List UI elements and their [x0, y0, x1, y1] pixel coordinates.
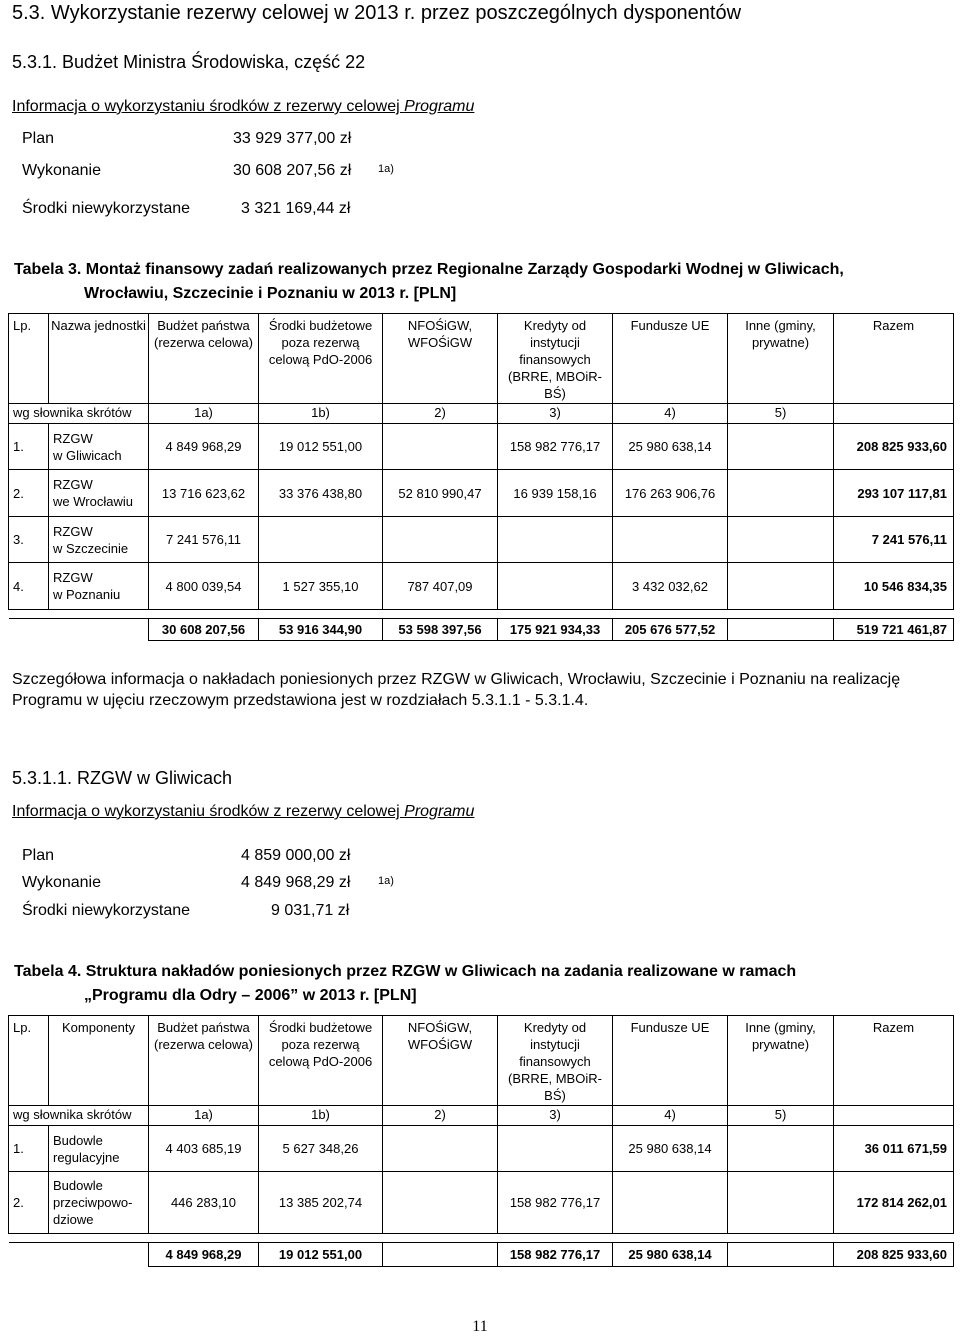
table4 — [8, 1015, 954, 1267]
row-cell: 4 849 968,29 — [149, 424, 259, 470]
total-cell: 158 982 776,17 — [498, 1243, 613, 1267]
table-spacer — [9, 1234, 954, 1243]
row-cell: 16 939 158,16 — [498, 470, 613, 517]
total-cell — [728, 1243, 834, 1267]
row-lp: 3. — [9, 517, 49, 563]
header-name: Nazwa jednostki — [49, 314, 149, 404]
dict-cell: 4) — [613, 404, 728, 424]
header-total: Razem — [834, 1016, 954, 1106]
dict-label: wg słownika skrótów — [9, 404, 149, 424]
row-cell: 158 982 776,17 — [498, 1172, 613, 1234]
row-total: 293 107 117,81 — [834, 470, 954, 517]
row-name: Budowle regulacyjne — [49, 1126, 149, 1172]
table-row — [9, 517, 954, 563]
row-cell: 25 980 638,14 — [613, 1126, 728, 1172]
header-lp: Lp. — [9, 314, 49, 404]
total-cell: 205 676 577,52 — [613, 619, 728, 641]
row-cell: 19 012 551,00 — [259, 424, 383, 470]
row-total: 208 825 933,60 — [834, 424, 954, 470]
table-spacer — [9, 610, 954, 619]
plan-value: 33 929 377,00 zł — [233, 130, 352, 147]
total-cell — [383, 1243, 498, 1267]
row-cell: 787 407,09 — [383, 563, 498, 610]
table4-caption: Tabela 4. Struktura nakładów poniesionych przez RZGW w Gliwicach na zadania realizowane w ramach „Programu dla Odry – 2006” w 2013 r. [PLN] — [14, 963, 797, 1004]
execution-label: Wykonanie — [22, 874, 102, 891]
table3-caption: Tabela 3. Montaż finansowy zadań realizowanych przez Regionalne Zarządy Gospodarki Wodnej w Gliwicach, Wrocławiu, Szczecinie i Poznaniu w 2013 r. [PLN] — [14, 261, 844, 302]
table4-total-row — [9, 1243, 954, 1267]
row-cell: 13 716 623,62 — [149, 470, 259, 517]
header-components: Komponenty — [49, 1016, 149, 1106]
info-line: Informacja o wykorzystaniu środków z rezerwy celowej Programu — [12, 803, 475, 820]
total-cell: 25 980 638,14 — [613, 1243, 728, 1267]
unused-label: Środki niewykorzystane — [22, 200, 191, 217]
dict-cell: 4) — [613, 1106, 728, 1126]
row-cell — [498, 1126, 613, 1172]
row-name: RZGW we Wrocławiu — [49, 470, 149, 517]
execution-value: 30 608 207,56 zł — [233, 162, 352, 179]
table3 — [8, 313, 954, 641]
row-cell: 52 810 990,47 — [383, 470, 498, 517]
execution-note: 1a) — [378, 875, 394, 887]
dict-label: wg słownika skrótów — [9, 1106, 149, 1126]
row-name: Budowle przeciwpowo-dziowe — [49, 1172, 149, 1234]
total-cell: 53 598 397,56 — [383, 619, 498, 641]
row-cell: 446 283,10 — [149, 1172, 259, 1234]
plan-label: Plan — [22, 847, 55, 864]
row-total: 7 241 576,11 — [834, 517, 954, 563]
table-row — [9, 424, 954, 470]
row-cell — [728, 470, 834, 517]
row-cell — [728, 517, 834, 563]
row-cell — [498, 563, 613, 610]
table4-dict-row — [9, 1106, 954, 1126]
dict-cell: 1b) — [259, 404, 383, 424]
row-cell — [728, 424, 834, 470]
row-cell — [728, 1172, 834, 1234]
row-name: RZGW w Szczecinie — [49, 517, 149, 563]
row-cell — [383, 1126, 498, 1172]
header-budget-other: Środki budżetowe poza rezerwą celową PdO-2006 — [259, 1016, 383, 1106]
row-total: 172 814 262,01 — [834, 1172, 954, 1234]
unused-label: Środki niewykorzystane — [22, 902, 191, 919]
dict-cell: 2) — [383, 1106, 498, 1126]
row-lp: 1. — [9, 424, 49, 470]
section-title: 5.3.1. Budżet Ministra Środowiska, część 22 — [12, 52, 366, 72]
row-cell — [728, 1126, 834, 1172]
row-cell: 4 403 685,19 — [149, 1126, 259, 1172]
plan-value: 4 859 000,00 zł — [241, 847, 351, 864]
row-lp: 1. — [9, 1126, 49, 1172]
row-cell — [498, 517, 613, 563]
row-cell: 4 800 039,54 — [149, 563, 259, 610]
header-budget-other: Środki budżetowe poza rezerwą celową PdO-2006 — [259, 314, 383, 404]
header-credits: Kredyty od instytucji finansowych (BRRE, MBOiR-BŚ) — [498, 314, 613, 404]
row-total: 10 546 834,35 — [834, 563, 954, 610]
page-number: 11 — [472, 1318, 488, 1335]
table-row — [9, 470, 954, 517]
row-cell — [613, 517, 728, 563]
execution-value: 4 849 968,29 zł — [241, 874, 351, 891]
row-cell: 158 982 776,17 — [498, 424, 613, 470]
row-cell — [613, 1172, 728, 1234]
total-cell: 30 608 207,56 — [149, 619, 259, 641]
header-eu-funds: Fundusze UE — [613, 1016, 728, 1106]
header-eu-funds: Fundusze UE — [613, 314, 728, 404]
row-cell: 13 385 202,74 — [259, 1172, 383, 1234]
total-cell: 175 921 934,33 — [498, 619, 613, 641]
info-line: Informacja o wykorzystaniu środków z rezerwy celowej Programu — [12, 98, 475, 115]
table4-header-row — [9, 1016, 954, 1106]
table3-total-row — [9, 619, 954, 641]
dict-cell: 1b) — [259, 1106, 383, 1126]
row-lp: 4. — [9, 563, 49, 610]
header-other: Inne (gminy, prywatne) — [728, 314, 834, 404]
table-row — [9, 563, 954, 610]
total-cell — [728, 619, 834, 641]
execution-label: Wykonanie — [22, 162, 102, 179]
row-cell: 3 432 032,62 — [613, 563, 728, 610]
row-cell — [383, 1172, 498, 1234]
unused-value: 9 031,71 zł — [271, 902, 350, 919]
table-row — [9, 1172, 954, 1234]
row-cell: 1 527 355,10 — [259, 563, 383, 610]
row-cell — [383, 424, 498, 470]
unused-value: 3 321 169,44 zł — [241, 200, 351, 217]
plan-label: Plan — [22, 130, 55, 147]
header-total: Razem — [834, 314, 954, 404]
row-name: RZGW w Poznaniu — [49, 563, 149, 610]
dict-cell: 1a) — [149, 1106, 259, 1126]
grand-total: 208 825 933,60 — [834, 1243, 954, 1267]
dict-cell: 2) — [383, 404, 498, 424]
description-paragraph: Szczegółowa informacja o nakładach poniesionych przez RZGW w Gliwicach, Wrocławiu, Szczecinie i Poznaniu na realizację Programu w ujęciu rzeczowym przedstawiona jest w rozdziałach 5.3.1.1 - 5.3.1.4. — [12, 671, 901, 709]
header-budget: Budżet państwa (rezerwa celowa) — [149, 1016, 259, 1106]
row-name: RZGW w Gliwicach — [49, 424, 149, 470]
row-total: 36 011 671,59 — [834, 1126, 954, 1172]
table-row — [9, 1126, 954, 1172]
row-cell — [728, 563, 834, 610]
dict-cell-empty — [834, 404, 954, 424]
header-budget: Budżet państwa (rezerwa celowa) — [149, 314, 259, 404]
chapter-heading: 5.3. Wykorzystanie rezerwy celowej w 2013 r. przez poszczególnych dysponentów — [12, 2, 742, 24]
row-lp: 2. — [9, 1172, 49, 1234]
total-cell: 4 849 968,29 — [149, 1243, 259, 1267]
row-cell: 176 263 906,76 — [613, 470, 728, 517]
row-cell: 5 627 348,26 — [259, 1126, 383, 1172]
row-cell — [383, 517, 498, 563]
execution-note: 1a) — [378, 163, 394, 175]
header-credits: Kredyty od instytucji finansowych (BRRE, MBOiR-BŚ) — [498, 1016, 613, 1106]
header-nfos: NFOŚiGW, WFOŚiGW — [383, 1016, 498, 1106]
dict-cell: 1a) — [149, 404, 259, 424]
table3-dict-row — [9, 404, 954, 424]
row-cell: 25 980 638,14 — [613, 424, 728, 470]
dict-cell: 3) — [498, 404, 613, 424]
row-cell: 33 376 438,80 — [259, 470, 383, 517]
header-other: Inne (gminy, prywatne) — [728, 1016, 834, 1106]
dict-cell: 3) — [498, 1106, 613, 1126]
total-cell: 53 916 344,90 — [259, 619, 383, 641]
table3-header-row — [9, 314, 954, 404]
row-cell — [259, 517, 383, 563]
row-lp: 2. — [9, 470, 49, 517]
subsection-title: 5.3.1.1. RZGW w Gliwicach — [12, 768, 233, 788]
row-cell: 7 241 576,11 — [149, 517, 259, 563]
dict-cell: 5) — [728, 404, 834, 424]
dict-cell-empty — [834, 1106, 954, 1126]
grand-total: 519 721 461,87 — [834, 619, 954, 641]
header-lp: Lp. — [9, 1016, 49, 1106]
dict-cell: 5) — [728, 1106, 834, 1126]
header-nfos: NFOŚiGW, WFOŚiGW — [383, 314, 498, 404]
total-cell: 19 012 551,00 — [259, 1243, 383, 1267]
